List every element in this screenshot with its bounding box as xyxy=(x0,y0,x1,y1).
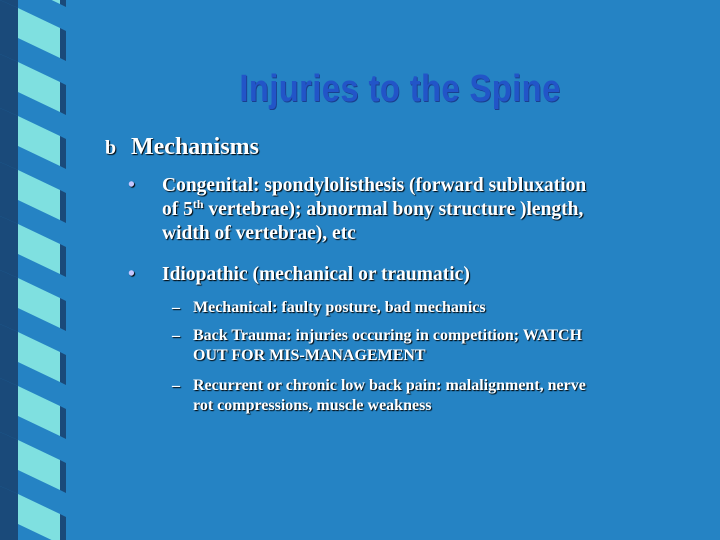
level2-bullet: • xyxy=(128,175,135,196)
band-shadow xyxy=(60,514,66,540)
band-rail xyxy=(0,108,18,170)
decorative-left-band xyxy=(0,0,80,540)
band-shadow xyxy=(60,190,66,223)
text-line: Congenital: spondylolisthesis (forward subluxation xyxy=(162,175,587,196)
band-shadow xyxy=(60,136,66,169)
band-rail xyxy=(0,432,18,494)
band-ribbon xyxy=(18,440,60,490)
band-shadow xyxy=(60,82,66,115)
band-ribbon xyxy=(18,116,60,166)
text-line: Idiopathic (mechanical or traumatic) xyxy=(162,264,470,285)
band-shadow xyxy=(60,352,66,385)
band-shadow xyxy=(60,28,66,61)
text-line: rot compressions, muscle weakness xyxy=(193,397,432,414)
band-ribbon xyxy=(18,170,60,220)
text-line: width of vertebrae), etc xyxy=(162,223,356,244)
band-shadow xyxy=(60,244,66,277)
band-rail xyxy=(0,54,18,116)
level2-text xyxy=(162,263,702,287)
level3-text xyxy=(193,298,693,318)
superscript: th xyxy=(192,197,204,211)
band-ribbon xyxy=(18,332,60,382)
slide-title: Injuries to the Spine xyxy=(239,68,561,110)
band-shadow xyxy=(60,298,66,331)
level1-item xyxy=(105,134,259,161)
band-ribbon xyxy=(18,62,60,112)
band-ribbon xyxy=(18,8,60,58)
text-line: Recurrent or chronic low back pain: malalignment, nerve xyxy=(193,377,586,394)
band-shadow xyxy=(60,406,66,439)
level3-text xyxy=(193,326,693,366)
level2-text xyxy=(162,174,702,246)
band-rail xyxy=(0,270,18,332)
text-line: OUT FOR MIS-MANAGEMENT xyxy=(193,347,426,364)
level2-bullet: • xyxy=(128,264,135,285)
level1-text: Mechanisms xyxy=(131,134,259,160)
band-ribbon xyxy=(18,386,60,436)
text-line: Mechanical: faulty posture, bad mechanics xyxy=(193,299,486,316)
band-ribbon xyxy=(18,494,60,540)
level3-dash: – xyxy=(172,377,180,394)
band-rail xyxy=(0,324,18,386)
band-rail xyxy=(0,162,18,224)
band-rail xyxy=(0,378,18,440)
level3-dash: – xyxy=(172,327,180,344)
level3-text xyxy=(193,376,693,416)
band-rail xyxy=(0,486,18,540)
band-ribbon xyxy=(18,278,60,328)
text-line: Back Trauma: injuries occuring in competition; WATCH xyxy=(193,327,583,344)
band-ribbon xyxy=(18,224,60,274)
band-shadow xyxy=(60,460,66,493)
band-shadow xyxy=(60,0,66,7)
level1-bullet: b xyxy=(105,137,117,159)
text-line: of 5th vertebrae); abnormal bony structure )length, xyxy=(162,197,584,220)
band-rail xyxy=(0,216,18,278)
band-rail xyxy=(0,0,18,62)
level3-dash: – xyxy=(172,299,180,316)
band-ribbon xyxy=(18,0,60,4)
